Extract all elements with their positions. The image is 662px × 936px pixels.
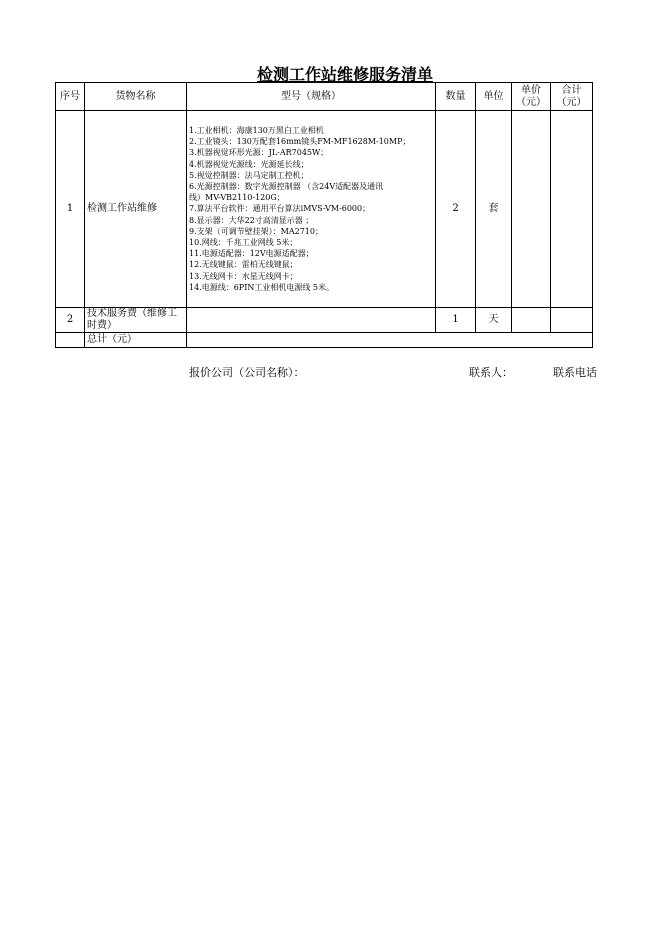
quote-table <box>55 82 593 348</box>
spec-line: 3.机器视觉环形光源：JL-AR7045W； <box>189 148 329 158</box>
spec-line: 1.工业相机：海康130万黑白工业相机 <box>189 125 324 135</box>
spec-line: 2.工业镜头：130万配套16mm镜头FM-MF1628M-10MP； <box>189 137 411 147</box>
header-price: 单价（元） <box>512 83 551 111</box>
header-total: 合计（元） <box>551 83 593 111</box>
total-blank <box>56 333 85 348</box>
company-label: 报价公司（公司名称）： <box>189 366 305 379</box>
total-value[interactable] <box>187 333 593 348</box>
spec-line: 7.算法平台软件：通用平台算法iMVS-VM-6000； <box>189 204 371 214</box>
row-price[interactable] <box>512 308 551 333</box>
row-name: 检测工作站维修 <box>85 111 187 308</box>
spec-line: 5.视觉控制器：法马定制工控机； <box>189 170 309 180</box>
header-spec: 型号（规格） <box>187 83 436 111</box>
table-row <box>56 308 593 333</box>
page-title: 检测工作站维修服务清单 <box>256 65 433 84</box>
phone-label: 联系电话 <box>553 366 597 379</box>
contact-label: 联系人： <box>469 366 513 379</box>
spec-line: 9.支架（可调节壁挂架）：MA2710； <box>189 226 323 236</box>
row-spec[interactable] <box>187 308 436 333</box>
row-total[interactable] <box>551 308 593 333</box>
row-spec <box>187 111 436 308</box>
total-row <box>56 333 593 348</box>
row-unit: 天 <box>476 308 512 333</box>
total-label: 总计（元） <box>85 333 187 348</box>
spec-line: 10.网线：千兆工业网线 5米； <box>189 238 298 247</box>
row-no: 1 <box>56 111 85 308</box>
row-total[interactable] <box>551 111 593 308</box>
header-no: 序号 <box>56 83 85 111</box>
row-no: 2 <box>56 308 85 333</box>
spec-line: 11.电源适配器：12V电源适配器； <box>189 249 314 259</box>
row-qty: 1 <box>436 308 476 333</box>
row-unit: 套 <box>476 111 512 308</box>
spec-line: 12.无线键鼠：雷柏无线键鼠； <box>189 260 298 270</box>
row-qty: 2 <box>436 111 476 308</box>
header-unit: 单位 <box>476 83 512 111</box>
table-row <box>56 111 593 308</box>
spec-line: 8.显示器：大华22寸高清显示器 ； <box>189 215 314 225</box>
spec-line: 13.无线网卡：水星无线网卡； <box>189 271 298 281</box>
header-name: 货物名称 <box>85 83 187 111</box>
header-row <box>56 83 593 111</box>
row-price[interactable] <box>512 111 551 308</box>
spec-line: 6.光源控制器：数字光源控制器 （含24V适配器及通讯 <box>189 181 384 191</box>
spec-line: 线）MV-VB2110-120G； <box>189 193 285 203</box>
spec-line: 4.机器视觉光源线：光源延长线； <box>189 159 309 169</box>
spec-line: 14.电源线：6PIN工业相机电源线 5米。 <box>189 282 334 292</box>
row-name: 技术服务费（维修工时费） <box>85 308 187 333</box>
header-qty: 数量 <box>436 83 476 111</box>
